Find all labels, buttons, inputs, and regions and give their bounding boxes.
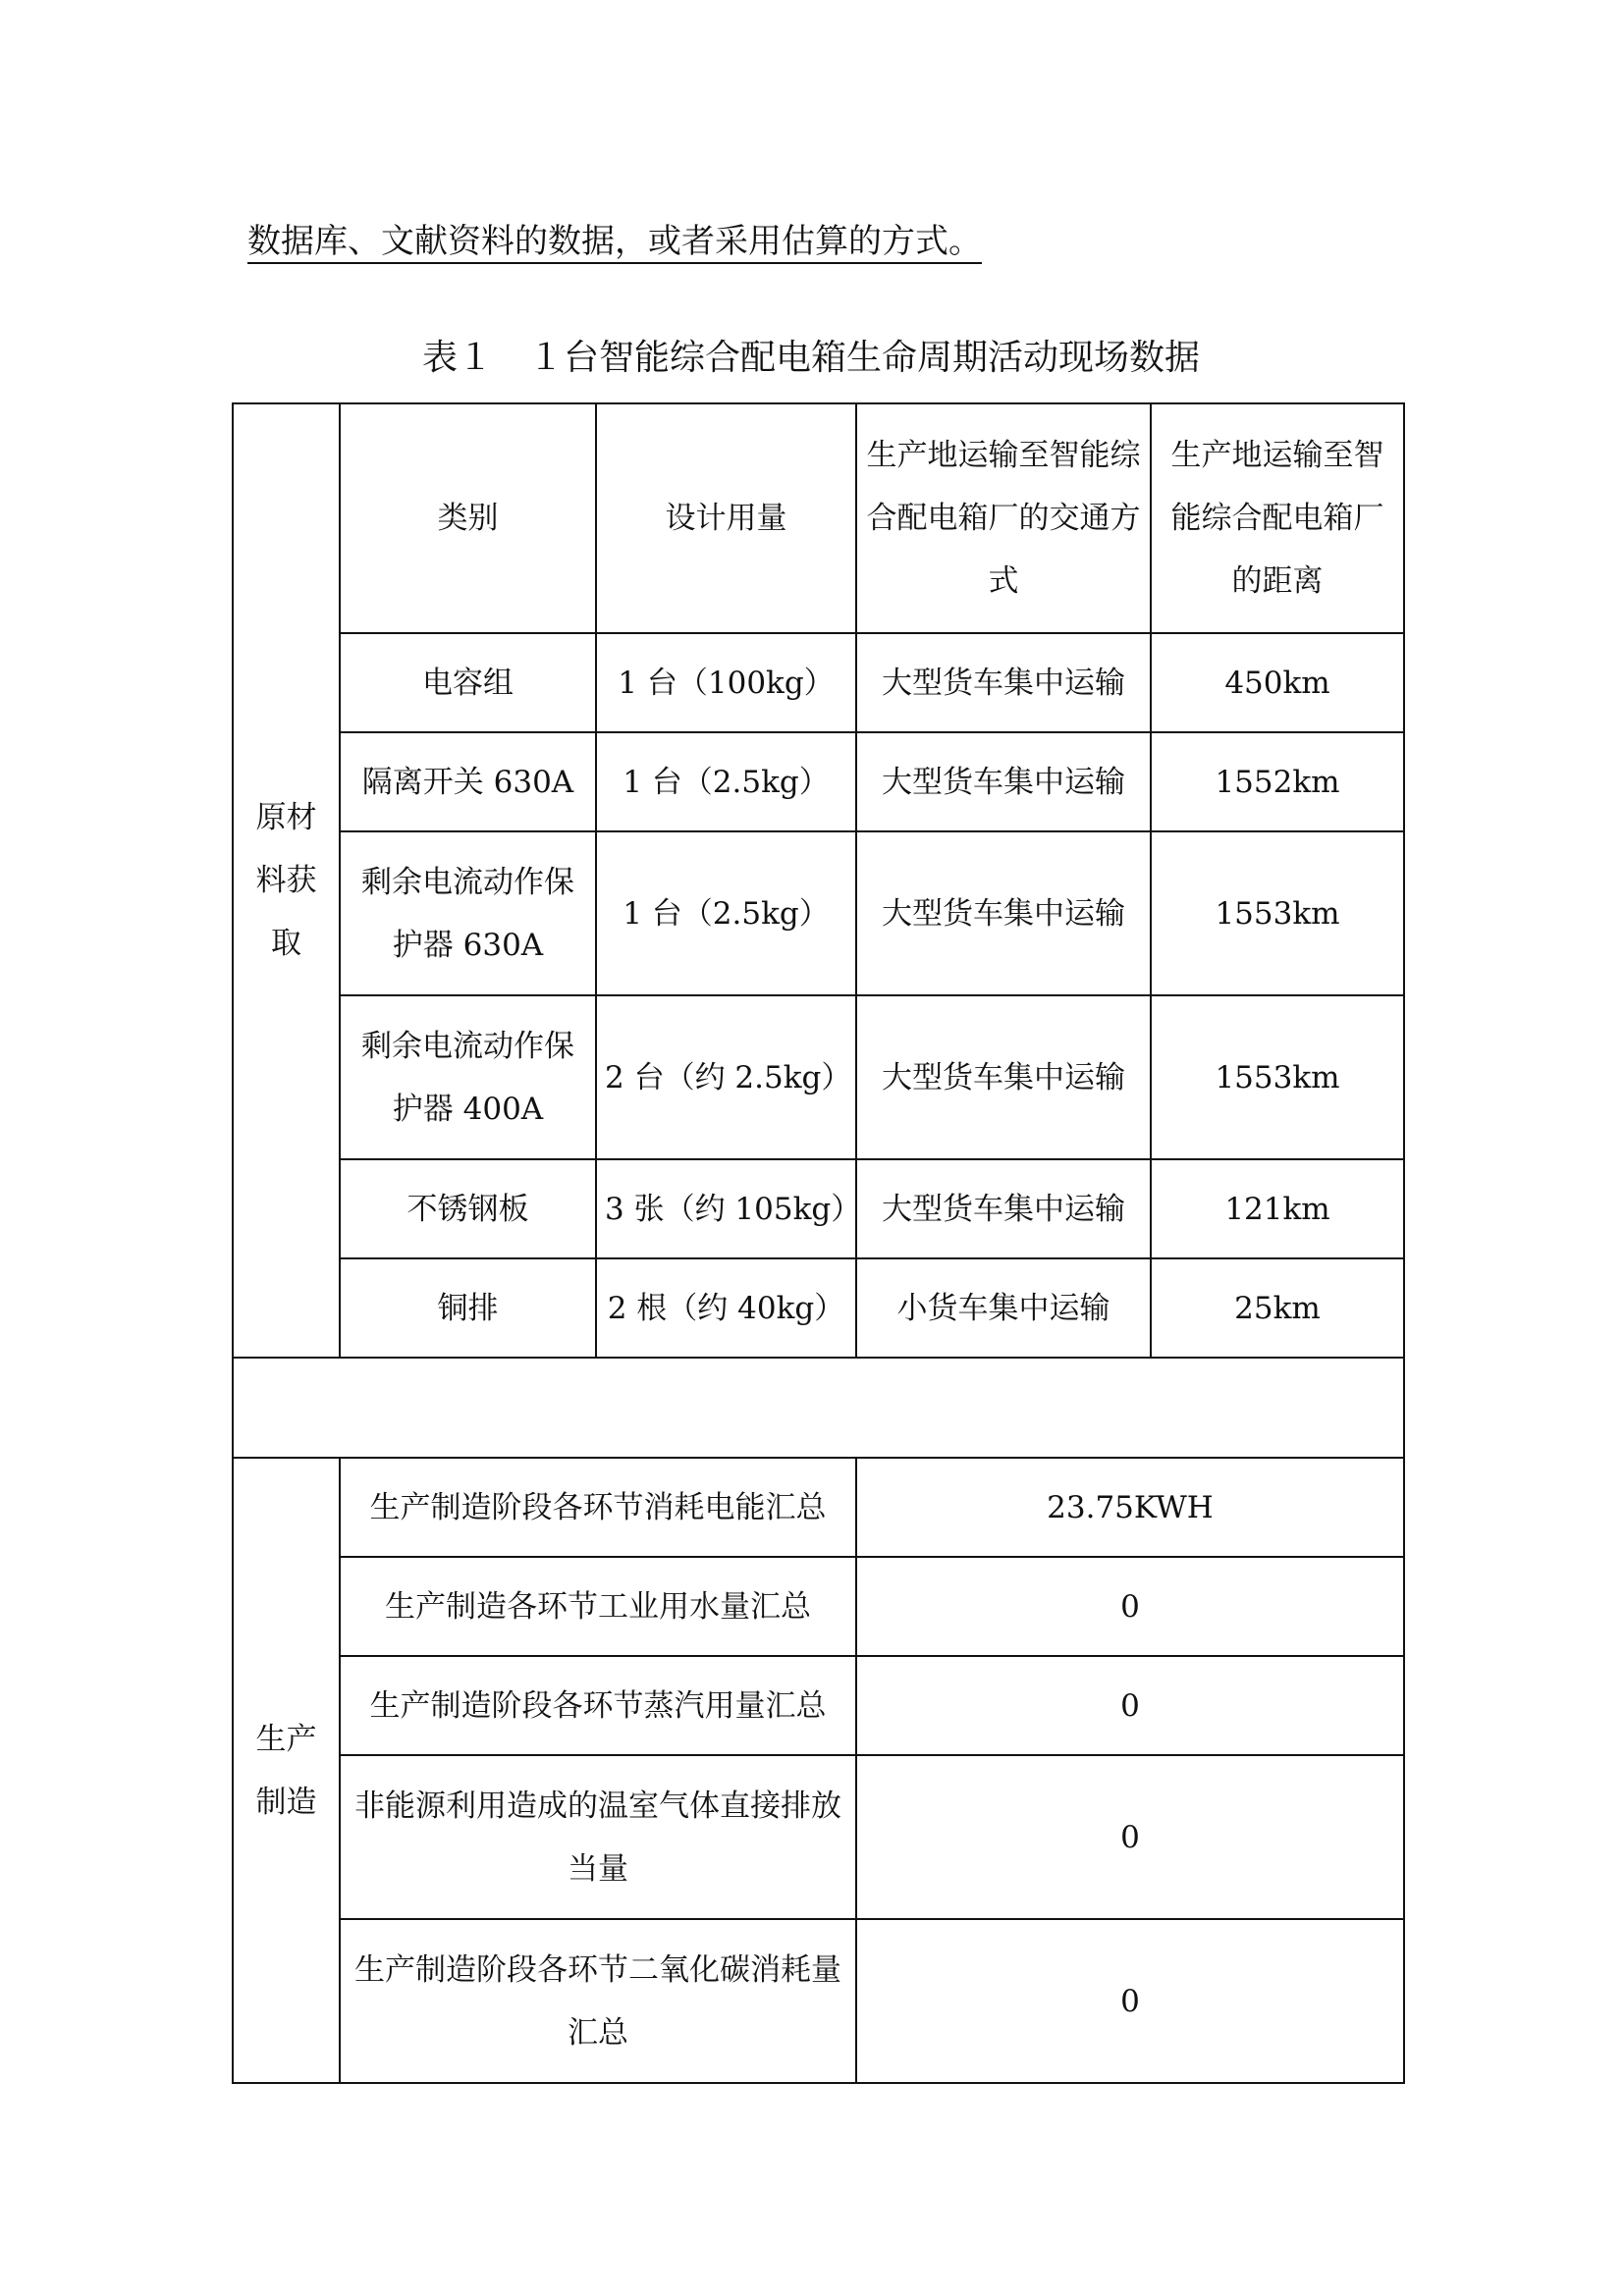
table-row	[233, 831, 1404, 995]
table-row	[233, 995, 1404, 1159]
table-row	[233, 1159, 1404, 1258]
table-row	[233, 1919, 1404, 2083]
distance-cell: 1552km	[1151, 732, 1404, 831]
table-header-row	[233, 403, 1404, 633]
intro-paragraph: 数据库、文献资料的数据，或者采用估算的方式。	[247, 222, 982, 261]
category-cell: 剩余电流动作保护器 630A	[340, 831, 596, 995]
table-row	[233, 1258, 1404, 1358]
production-value-cell: 0	[856, 1919, 1404, 2083]
mode-cell: 大型货车集中运输	[856, 1159, 1151, 1258]
amount-cell: 1 台（2.5kg）	[596, 831, 856, 995]
production-item-cell: 生产制造阶段各环节消耗电能汇总	[340, 1458, 856, 1557]
amount-cell: 2 台（约 2.5kg）	[596, 995, 856, 1159]
stage-label: 原材料获取	[255, 800, 317, 961]
production-item-cell: 生产制造阶段各环节蒸汽用量汇总	[340, 1656, 856, 1755]
amount-cell: 1 台（2.5kg）	[596, 732, 856, 831]
lifecycle-data-table	[232, 402, 1405, 2084]
production-item-cell: 非能源利用造成的温室气体直接排放当量	[340, 1755, 856, 1919]
stage-cell-raw-material	[233, 403, 340, 1358]
mode-cell: 大型货车集中运输	[856, 732, 1151, 831]
production-item-cell: 生产制造各环节工业用水量汇总	[340, 1557, 856, 1656]
category-cell: 电容组	[340, 633, 596, 732]
production-value-cell: 0	[856, 1656, 1404, 1755]
production-value-cell: 23.75KWH	[856, 1458, 1404, 1557]
distance-cell: 1553km	[1151, 831, 1404, 995]
production-value-cell: 0	[856, 1755, 1404, 1919]
amount-cell: 3 张（约 105kg）	[596, 1159, 856, 1258]
category-cell: 不锈钢板	[340, 1159, 596, 1258]
distance-cell: 25km	[1151, 1258, 1404, 1358]
production-value-cell: 0	[856, 1557, 1404, 1656]
amount-cell: 2 根（约 40kg）	[596, 1258, 856, 1358]
production-item-cell: 生产制造阶段各环节二氧化碳消耗量汇总	[340, 1919, 856, 2083]
blank-cell	[233, 1358, 1404, 1458]
header-category: 类别	[340, 403, 596, 633]
category-cell: 剩余电流动作保护器 400A	[340, 995, 596, 1159]
header-transport-mode: 生产地运输至智能综合配电箱厂的交通方式	[856, 403, 1151, 633]
mode-cell: 大型货车集中运输	[856, 633, 1151, 732]
mode-cell: 小货车集中运输	[856, 1258, 1151, 1358]
table-row	[233, 633, 1404, 732]
distance-cell: 1553km	[1151, 995, 1404, 1159]
distance-cell: 121km	[1151, 1159, 1404, 1258]
table-row	[233, 1656, 1404, 1755]
mode-cell: 大型货车集中运输	[856, 995, 1151, 1159]
category-cell: 隔离开关 630A	[340, 732, 596, 831]
distance-cell: 450km	[1151, 633, 1404, 732]
table-row	[233, 1557, 1404, 1656]
header-transport-distance: 生产地运输至智能综合配电箱厂的距离	[1151, 403, 1404, 633]
table-caption: 表１ １台智能综合配电箱生命周期活动现场数据	[421, 338, 1200, 378]
stage-cell-production	[233, 1458, 340, 2083]
blank-separator-row	[233, 1358, 1404, 1458]
mode-cell: 大型货车集中运输	[856, 831, 1151, 995]
table-row	[233, 1755, 1404, 1919]
category-cell: 铜排	[340, 1258, 596, 1358]
table-row	[233, 732, 1404, 831]
amount-cell: 1 台（100kg）	[596, 633, 856, 732]
stage-label: 生产制造	[255, 1721, 317, 1820]
table-row	[233, 1458, 1404, 1557]
header-design-amount: 设计用量	[596, 403, 856, 633]
